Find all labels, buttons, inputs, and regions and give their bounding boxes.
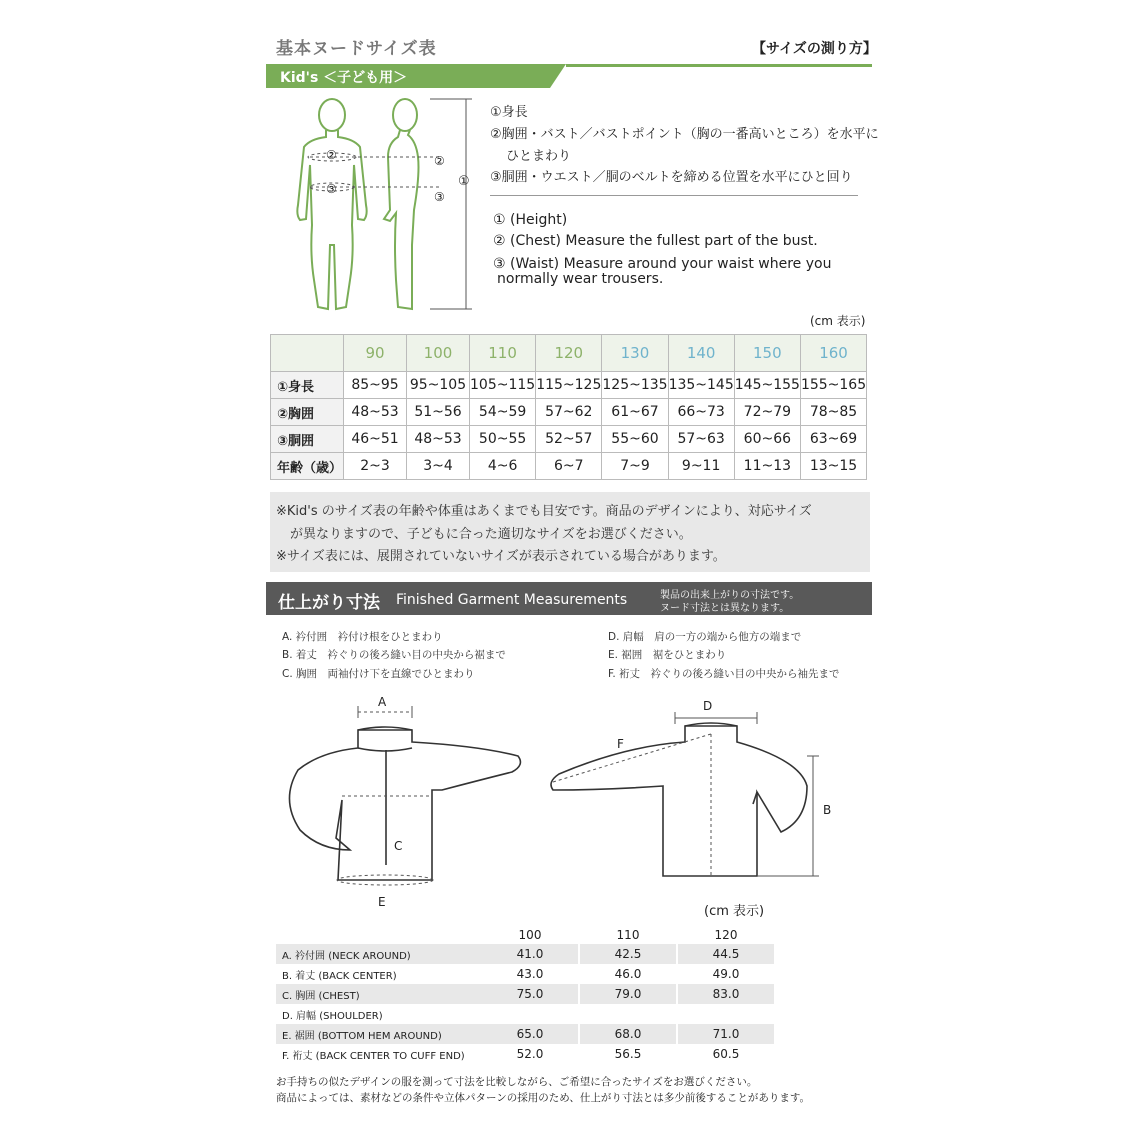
diagram-label-e: E — [378, 895, 386, 909]
diagram-label-f: F — [617, 737, 624, 751]
size-cell: 60~66 — [734, 426, 800, 453]
finished-cell: 42.5 — [580, 944, 676, 964]
garment-front-diagram — [280, 690, 550, 915]
measure-chest-jp-cont: ひとまわり — [506, 149, 572, 164]
size-cell: 9~11 — [668, 453, 734, 480]
finished-cell: 56.5 — [614, 1047, 642, 1061]
finished-cell: 60.5 — [712, 1047, 740, 1061]
finished-row-c — [276, 984, 774, 1004]
kids-label: Kid's ＜子ども用＞ — [280, 70, 408, 86]
size-cell: 11~13 — [734, 453, 800, 480]
size-cell: 48~53 — [407, 426, 470, 453]
measure-chest-jp: ②胸囲・バスト／バストポイント（胸の一番高いところ）を水平に — [490, 127, 879, 142]
finished-size-header: 120 — [714, 928, 738, 942]
size-cell: 61~67 — [602, 399, 668, 426]
finished-cell: 44.5 — [678, 944, 774, 964]
unit-note: (cm 表示) — [810, 314, 866, 328]
def-e: E. 裾囲 裾をひとまわり — [608, 649, 727, 661]
size-header-cell: 140 — [668, 335, 734, 372]
finished-cell: 68.0 — [580, 1024, 676, 1044]
finished-row-label: B. 着丈 (BACK CENTER) — [282, 970, 397, 982]
size-header-cell: 100 — [407, 335, 470, 372]
size-row-age — [271, 453, 867, 480]
size-header-cell: 130 — [602, 335, 668, 372]
size-cell: 7~9 — [602, 453, 668, 480]
finished-row-d — [276, 1004, 774, 1024]
finished-row-b — [276, 964, 774, 984]
row-label: ①身長 — [271, 372, 344, 399]
size-header-row — [271, 335, 867, 372]
size-header-cell: 150 — [734, 335, 800, 372]
finished-header-blank — [276, 926, 482, 944]
body-figure — [280, 95, 480, 320]
size-cell: 63~69 — [800, 426, 866, 453]
size-cell: 4~6 — [470, 453, 536, 480]
diagram-label-d: D — [703, 699, 713, 713]
size-cell: 50~55 — [470, 426, 536, 453]
footer-note: 商品によっては、素材などの条件や立体パターンの採用のため、仕上がり寸法とは多少前後することがあります。 — [276, 1092, 811, 1104]
size-cell: 57~63 — [668, 426, 734, 453]
finished-cell — [678, 1004, 774, 1024]
finished-header-row — [276, 926, 774, 944]
finished-row-a — [276, 944, 774, 964]
size-cell: 52~57 — [536, 426, 602, 453]
finished-size-header: 110 — [616, 928, 640, 942]
page-title: 基本ヌードサイズ表 — [276, 39, 437, 59]
finished-cell: 75.0 — [482, 984, 578, 1004]
how-to-measure-heading: 【サイズの測り方】 — [752, 41, 877, 57]
finished-size-header: 100 — [518, 928, 542, 942]
finished-cell: 49.0 — [712, 967, 740, 981]
divider — [490, 195, 858, 196]
finished-cell: 71.0 — [678, 1024, 774, 1044]
measure-waist-en: ③ (Waist) Measure around your waist where you — [493, 256, 832, 272]
finished-title-jp: 仕上がり寸法 — [278, 593, 380, 613]
def-d: D. 肩幅 肩の一方の端から他方の端まで — [608, 631, 802, 643]
note-line: ※Kid's のサイズ表の年齢や体重はあくまでも目安です。商品のデザインにより、対応サイズ — [276, 504, 812, 519]
note-line: が異なりますので、子どもに合った適切なサイズをお選びください。 — [290, 527, 692, 542]
size-cell: 145~155 — [734, 372, 800, 399]
size-cell: 95~105 — [407, 372, 470, 399]
measure-height-en: ① (Height) — [493, 212, 568, 228]
size-cell: 155~165 — [800, 372, 866, 399]
size-cell: 51~56 — [407, 399, 470, 426]
finished-measurements-table — [276, 926, 774, 1064]
figure-label-3-side: ③ — [434, 190, 445, 204]
finished-row-e — [276, 1024, 774, 1044]
size-cell: 13~15 — [800, 453, 866, 480]
finished-row-label: E. 裾囲 (BOTTOM HEM AROUND) — [276, 1024, 482, 1044]
size-header-cell: 160 — [800, 335, 866, 372]
size-row-height — [271, 372, 867, 399]
size-cell: 3~4 — [407, 453, 470, 480]
finished-cell: 79.0 — [580, 984, 676, 1004]
finished-title-en: Finished Garment Measurements — [396, 592, 628, 608]
size-cell: 115~125 — [536, 372, 602, 399]
size-cell: 55~60 — [602, 426, 668, 453]
size-cell: 57~62 — [536, 399, 602, 426]
row-label: 年齢（歳） — [271, 453, 344, 480]
size-row-chest — [271, 399, 867, 426]
diagram-label-a: A — [378, 695, 387, 709]
finished-cell — [580, 1004, 676, 1024]
note-line: ※サイズ表には、展開されていないサイズが表示されている場合があります。 — [276, 549, 726, 564]
row-label: ③胴囲 — [271, 426, 344, 453]
size-cell: 46~51 — [344, 426, 407, 453]
size-cell: 105~115 — [470, 372, 536, 399]
measure-chest-en: ② (Chest) Measure the fullest part of the bust. — [493, 233, 818, 249]
size-cell: 125~135 — [602, 372, 668, 399]
size-row-waist — [271, 426, 867, 453]
finished-cell: 46.0 — [614, 967, 642, 981]
finished-note: ヌード寸法とは異なります。 — [660, 603, 790, 614]
diagram-label-c: C — [394, 839, 403, 853]
size-cell: 54~59 — [470, 399, 536, 426]
finished-unit-note: (cm 表示) — [704, 904, 765, 919]
row-label: ②胸囲 — [271, 399, 344, 426]
measure-waist-en-cont: normally wear trousers. — [497, 271, 664, 287]
finished-cell: 65.0 — [482, 1024, 578, 1044]
diagram-label-b: B — [823, 803, 832, 817]
garment-back-diagram — [545, 690, 855, 900]
footer-note: お手持ちの似たデザインの服を測って寸法を比較しながら、ご希望に合ったサイズをお選びください。 — [276, 1076, 758, 1088]
finished-row-f — [276, 1044, 774, 1064]
def-c: C. 胸囲 両袖付け下を直線でひとまわり — [282, 668, 475, 680]
finished-row-label: C. 胸囲 (CHEST) — [276, 984, 482, 1004]
size-cell: 72~79 — [734, 399, 800, 426]
size-cell: 135~145 — [668, 372, 734, 399]
size-cell: 6~7 — [536, 453, 602, 480]
finished-row-label: A. 衿付囲 (NECK AROUND) — [276, 944, 482, 964]
finished-cell: 41.0 — [482, 944, 578, 964]
def-f: F. 裄丈 衿ぐりの後ろ縫い目の中央から袖先まで — [608, 668, 840, 680]
measure-height-jp: ①身長 — [490, 105, 528, 120]
size-header-cell: 120 — [536, 335, 602, 372]
size-cell: 2~3 — [344, 453, 407, 480]
size-cell: 48~53 — [344, 399, 407, 426]
finished-cell — [482, 1004, 578, 1024]
finished-note: 製品の出来上がりの寸法です。 — [660, 590, 800, 601]
size-cell: 85~95 — [344, 372, 407, 399]
kids-size-table — [270, 334, 867, 480]
def-a: A. 衿付囲 衿付け根をひとまわり — [282, 631, 443, 643]
measure-waist-jp: ③胴囲・ウエスト／胴のベルトを締める位置を水平にひと回り — [490, 170, 853, 185]
figure-label-2-front: ② — [326, 148, 337, 162]
finished-row-label: D. 肩幅 (SHOULDER) — [282, 1010, 383, 1022]
figure-label-3-front: ③ — [326, 182, 337, 196]
finished-cell: 43.0 — [516, 967, 544, 981]
finished-cell: 52.0 — [516, 1047, 544, 1061]
size-cell: 66~73 — [668, 399, 734, 426]
finished-cell: 83.0 — [678, 984, 774, 1004]
size-header-blank — [271, 335, 344, 372]
finished-row-label: F. 裄丈 (BACK CENTER TO CUFF END) — [282, 1050, 465, 1062]
size-cell: 78~85 — [800, 399, 866, 426]
def-b: B. 着丈 衿ぐりの後ろ縫い目の中央から裾まで — [282, 649, 506, 661]
size-header-cell: 110 — [470, 335, 536, 372]
figure-label-2-side: ② — [434, 154, 445, 168]
figure-label-1: ① — [458, 174, 470, 189]
size-header-cell: 90 — [344, 335, 407, 372]
